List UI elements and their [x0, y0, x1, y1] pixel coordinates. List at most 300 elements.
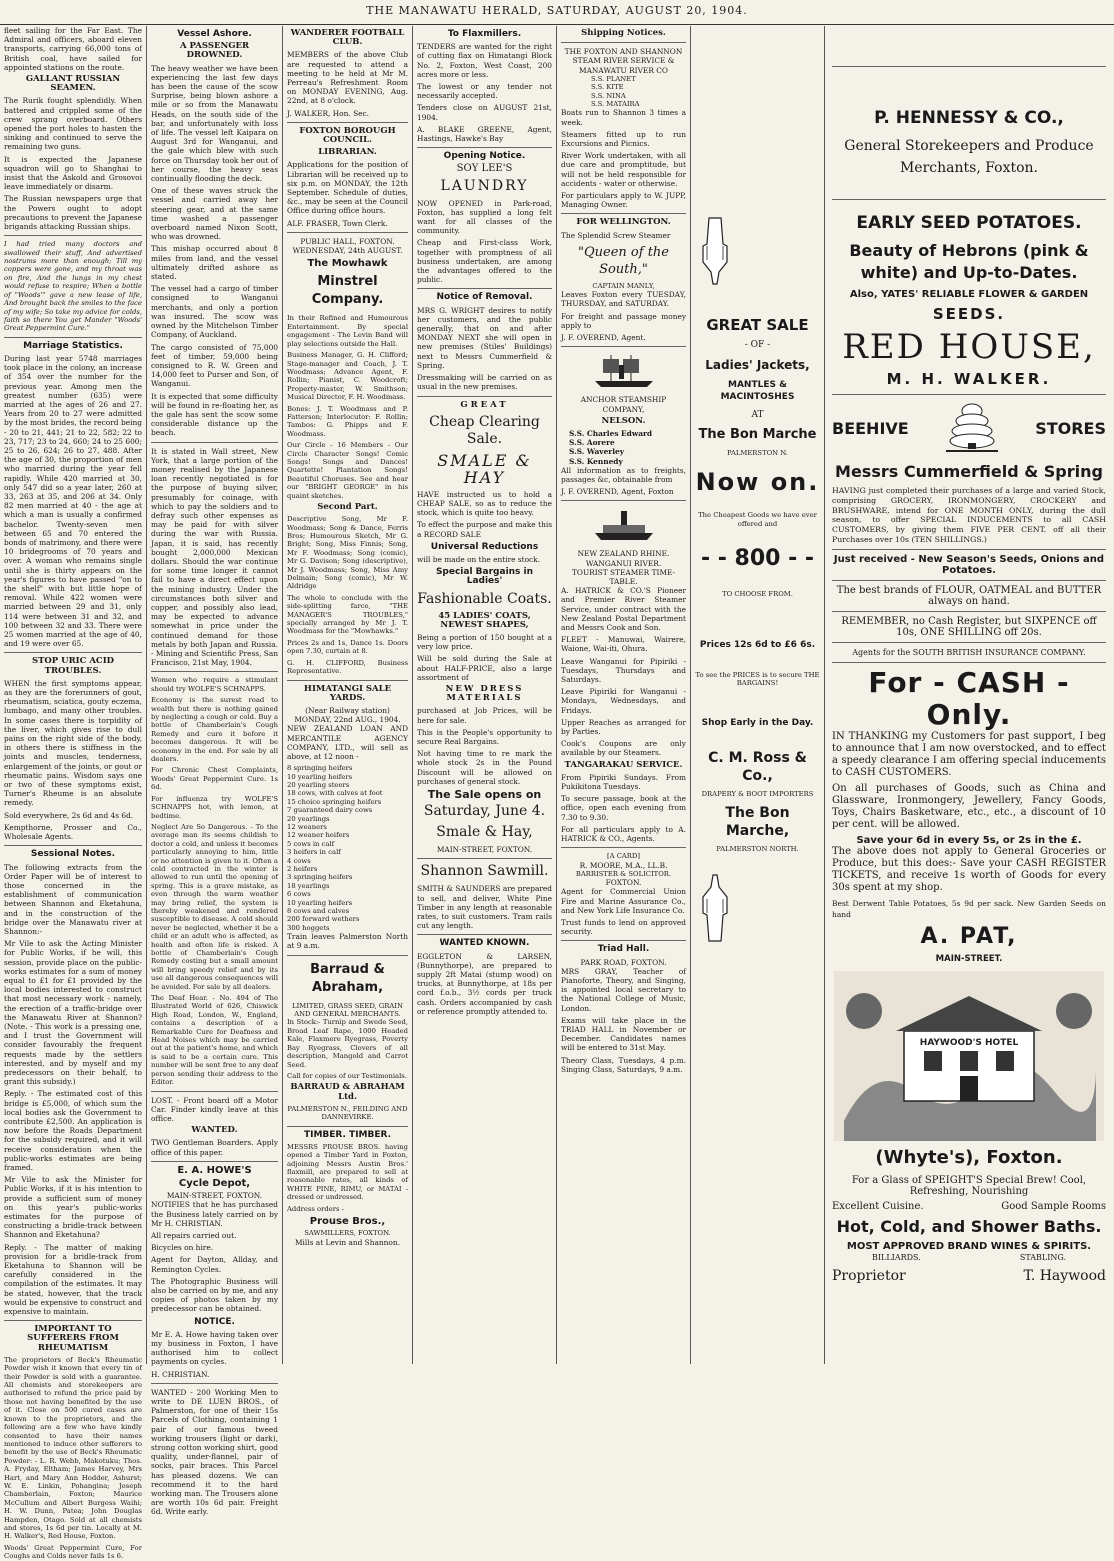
advert-address: PALMERSTON N., FEILDING AND DANNEVIRKE.	[287, 1104, 408, 1122]
paragraph: Our Circle - 16 Members - Our Circle Character Songs! Comic Songs! Songs and Dances! Quartette! Plantation Songs! Beautiful Choruses. See and hear our "BRIGHT GEORGE" in his quaint sketches.	[287, 441, 408, 500]
steamship-icon	[589, 505, 659, 545]
company-name: ANCHOR STEAMSHIP COMPANY,	[580, 395, 667, 414]
paragraph: This mishap occurred about 8 miles from land, and the vessel ultimately drifted ashore as stated.	[151, 244, 278, 282]
advert-text: AT	[751, 410, 764, 420]
subheadline: 45 LADIES' COATS, NEWEST SHAPES,	[438, 610, 531, 630]
advert-address: MAIN-STREET, FOXTON.	[436, 845, 533, 855]
stock-item: 18 cows, with calves at foot	[287, 789, 383, 798]
advert-text: REMEMBER, no Cash Register, but SIXPENCE off 10s, ONE SHILLING off 20s.	[841, 615, 1097, 638]
paragraph: HAVE instructed us to hold a CHEAP SALE, so as to reduce the stock, which is quite too heavy.	[417, 489, 552, 518]
signature: ALF. FRASER, Town Clerk.	[287, 218, 388, 228]
advert-title: The Mowhawk	[307, 258, 388, 270]
divider	[561, 346, 686, 347]
paragraph: Business Manager, G. H. Clifford; Stage-manager and Coach, J. T. Woodmass; Advance Agent, F. Rollin; Pianist, C. Woodcroft; Property-master, W. Smithson; Musical Director, F. H. Woodmass.	[287, 351, 408, 402]
advert-footer: Mills at Levin and Shannon.	[294, 1237, 400, 1247]
paragraph: The heavy weather we have been experiencing the last few days has been the cause of the scow Surprise, being blown ashore a mile or so from the Manawatu Heads, on the south side of the bar, and unfortunately with loss of life. The vessel left Kaipara on August 3rd for Wanganui, and the gale which blew with such force on Thursday took her out of her course, the heavy seas continually flooding the deck.	[151, 63, 278, 184]
paragraph: A. HATRICK & CO.'S Pioneer and Premier River Steamer Service, under contract with the New Zealand Postal Department and Messrs Cook and Son.	[561, 586, 686, 632]
divider	[417, 147, 552, 148]
advert-title: P. HENNESSY & CO.,	[874, 108, 1064, 128]
headline: Vessel Ashore.	[177, 29, 252, 39]
headline: IMPORTANT TO SUFFERERS FROM RHEUMATISM	[27, 1324, 119, 1353]
paragraph: Woods' Great Peppermint Cure, For Coughs and Colds never fails 1s 6.	[4, 1543, 142, 1561]
advert-title: GREAT	[460, 399, 509, 410]
paragraph: Bones: J. T. Woodmass and P. Fatterson; Interlocutor: F. Rollin; Tambos: G. Phipps and F. Woodmass.	[287, 404, 408, 438]
advert-text: Excellent Cuisine.	[832, 1200, 924, 1212]
divider	[561, 847, 686, 848]
divider	[151, 442, 278, 443]
divider	[4, 1320, 142, 1321]
hotel-sign: HAYWOOD'S HOTEL	[919, 1037, 1019, 1048]
signature: A. BLAKE GREENE, Agent, Hastings, Hawke's Bay	[417, 124, 552, 144]
subheadline: NEW DRESS MATERIALS	[445, 683, 524, 704]
program: Descriptive Song, Mr F. Woodmass; Song & Dance, Ferris Bros; Humourous Sketch, Mr G. Bright; Song, Miss Finnis; Song, Mr F. Woodmass; Song (comic), Mr G. Davison; Song (descriptive), Mr J. Woodmass; Song, Miss Amy Delmain; Song (comic), Mr W. Aldridge	[287, 515, 408, 591]
divider	[832, 199, 1106, 200]
headline: GALLANT RUSSIAN SEAMEN.	[25, 74, 121, 94]
paragraph: Mr Vile to ask the Minister for Public Works, if it is his intention to provide a sufficient sum of money on this year's public-works estimates for the purpose of constructing a bridle-track between Shannon and Eketahuna?	[4, 1175, 142, 1240]
divider	[561, 940, 686, 941]
paragraph: HAVING just completed their purchases of a large and varied Stock, comprising GROCERY, IRONMONGERY, CROCKERY and BRUSHWARE, intend for ONE MONTH ONLY, during the dull season, to offer SPECIAL INDUCEMENTS to all CASH CUSTOMERS, by giving them FIVE PER CENT. off all their Purchases over 10s (TEN SHILLINGS.)	[832, 486, 1106, 544]
stock-item: 10 yearling heifers	[287, 772, 353, 781]
paragraph: Leave Wanganui for Pipiriki - Tuesdays, Thursdays and Saturdays.	[561, 656, 686, 684]
divider	[561, 42, 686, 43]
advert-text: The best brands of FLOUR, OATMEAL and BUTTER always on hand.	[836, 584, 1102, 607]
paragraph: The Deaf Hear. - No. 494 of The Illustrated World of 626, Chiswick High Road, London, W., England, contains a description of a Remarkable Cure for Deafness and Head Noises which may be carried out at the patient's home, and which is said to be a certain cure. This number will be sent free to any deaf person sending their address to the Editor.	[151, 994, 278, 1087]
headline: Opening Notice.	[443, 151, 526, 162]
advert-text: Also, YATES' RELIABLE FLOWER & GARDEN	[849, 289, 1089, 300]
stock-item: 15 choice springing heifers	[287, 797, 382, 806]
paragraph: EGGLETON & LARSEN, (Bunnythorpe), are prepared to supply 2ft Matai (stump wood) on trucks, at Bunnythorpe, at 18s per cord f.o.b., 3½ cords per truck cash. Orders accompanied by cash or reference promptly attended to.	[417, 951, 552, 1016]
advert-text: Save your 6d in every 5s, or 2s in the £.	[856, 834, 1082, 846]
paragraph: Tenders close on AUGUST 21st, 1904.	[417, 103, 552, 122]
advert-title: C. M. Ross & Co.,	[708, 750, 807, 785]
headline: WANTED.	[191, 1125, 238, 1136]
advert-title: Minstrel Company.	[311, 274, 384, 308]
beehive-banner	[832, 399, 1106, 457]
divider	[4, 235, 142, 236]
divider	[4, 845, 142, 846]
subheadline: LIBRARIAN.	[318, 147, 377, 158]
advert-title: SMALE & HAY	[437, 450, 532, 487]
paragraph: NEW ZEALAND LOAN AND MERCANTILE AGENCY COMPANY, LTD., will sell as above, at 12 noon -	[287, 724, 408, 761]
advert-title: RED HOUSE,	[842, 327, 1096, 367]
stock-item: 20 yearlings	[287, 814, 330, 823]
paragraph: It is expected the Japanese squadron will go to Shanghai to insist that the Askold and Grosovoi leave immediately or disarm.	[4, 154, 142, 192]
lost-notice: LOST. - Front board off a Motor Car. Finder kindly leave at this office.	[151, 1095, 278, 1123]
signature: H. CHRISTIAN.	[151, 1369, 210, 1379]
paragraph: WHEN the first symptoms appear, as they are the forerunners of gout, rheumatism, sciatica, gouty eczema, lumbago, and many other troubles. In some cases there is torpidity of the liver, which gives rise to dull pains on the right side of the body, in others there is stiffness in the joints and muscles, tenderness, enlargement of the joints, or gout or rheumatic pains. Wisdom says one or two of these symptoms exist, Turner's Rheume is an absolute remedy.	[4, 678, 142, 808]
hotel-illustration	[834, 971, 1104, 1141]
divider	[417, 288, 552, 289]
signature: J. WALKER, Hon. Sec.	[287, 108, 370, 118]
paragraph: Agent for Dayton, Allday, and Remington Cycles.	[151, 1255, 278, 1274]
advert-subtitle: SOY LEE'S	[456, 163, 513, 175]
paragraph: All information as to freights, passages &c, obtainable from	[561, 465, 686, 484]
paragraph: Neglect Are So Dangerous. - To the average man its seems childish to doctor a cold, and unless it becomes particularly annoying to him, little or no attention is given to it. Often a cold contracted in the winter is allowed to run until the opening of spring. This is a grave mistake, as even through the warm weather may bring relief, the system is thereby weakened and rendered susceptible to disease. A cold should never be neglected, whether it be a child or an adult who is affected, as health and often life is risked. A bottle of Chamberlain's Cough Remedy costing but a small amount will bring speedy relief and by its use all dangerous consequences will be avoided. For sale by all dealers.	[151, 822, 278, 991]
advert-text: Shop Early in the Day.	[701, 718, 814, 729]
paragraph: The above does not apply to General Groceries or Produce, but this does:- Save your CASH REGISTER TICKETS, and receive 1s worth of Goods for every 30s spent at my shop.	[832, 845, 1106, 893]
divider	[417, 934, 552, 935]
headline: Universal Reductions	[430, 541, 539, 552]
paragraph: Trust funds to lend on approved security.	[561, 918, 686, 937]
venue: PUBLIC HALL, FOXTON. WEDNESDAY, 24th AUGUST.	[292, 236, 403, 256]
headline: Sessional Notes.	[30, 849, 116, 860]
boat-name: S.S. MATAIRA	[591, 100, 640, 109]
paragraph: Agent for Commercial Union Fire and Marine Assurance Co., and New York Life Insurance Co.	[561, 887, 686, 915]
advert-text: - OF -	[744, 340, 771, 350]
advert-subtitle: DRAPERY & BOOT IMPORTERS	[701, 790, 814, 799]
paragraph: SMITH & SAUNDERS are prepared to sell, and deliver, White Pine Timber in any length at reasonable rates, to suit customers. Tram rails cut any length.	[417, 884, 552, 931]
advert-address: FOXTON.	[605, 878, 642, 888]
paragraph: TWO Gentleman Boarders. Apply office of this paper.	[151, 1138, 278, 1157]
signature: G. H. CLIFFORD, Business Representative.	[287, 658, 408, 676]
headline: WANTED KNOWN.	[439, 938, 530, 949]
stock-item: 18 yearlings	[287, 881, 330, 890]
divider	[151, 1091, 278, 1092]
paragraph: The lowest or any tender not necessarily accepted.	[417, 82, 552, 101]
paragraph: Not having time to re mark the whole stock 2s in the Pound Discount will be allowed on purchases of general stock.	[417, 749, 552, 786]
headline: WANDERER FOOTBALL CLUB.	[290, 28, 405, 48]
subheadline: A PASSENGER DROWNED.	[179, 41, 250, 61]
subheadline: TOURIST STEAMER TIME-TABLE.	[571, 567, 676, 586]
paragraph: This is the People's opportunity to secure Real Bargains.	[417, 727, 552, 746]
paragraph: Exams will take place in the TRIAD HALL in November or December. Candidates names will be entered to 31st May.	[561, 1015, 686, 1053]
advert-text: For a Glass of SPEIGHT'S Special Brew! Cool, Refreshing, Nourishing	[851, 1174, 1087, 1197]
paragraph: For Chronic Chest Complaints, Woods' Great Peppermint Cure. 1s 6d.	[151, 766, 278, 792]
stock-item: 300 hoggets	[287, 923, 330, 932]
beehive-icon	[942, 399, 1002, 457]
pointing-hand-up-icon	[695, 873, 735, 943]
subheadline: NEW ZEALAND RHINE.	[577, 549, 670, 559]
subheadline: NELSON.	[601, 415, 646, 426]
paragraph: Steamers fitted up to run Excursions and Picnics.	[561, 129, 686, 149]
stock-item: 6 cows	[287, 890, 311, 899]
stock-item: 5 cows in calf	[287, 839, 335, 848]
paragraph: Cook's Coupons are only available by our Steamers.	[561, 739, 686, 758]
paragraph: For all particulars apply to A. HATRICK & CO., Agents.	[561, 824, 686, 844]
paragraph: The whole to conclude with the side-splitting farce, "THE MANAGER'S TROUBLES," specially arranged by Mr J. T. Woodmass for the "Mowhawks."	[287, 593, 408, 636]
advert-text: To see the PRICES is to secure THE BARGAINS!	[695, 670, 820, 688]
advert-text: BILLIARDS.	[872, 1252, 921, 1262]
ship-name: S.S. Waverley	[569, 447, 625, 457]
paragraph: fleet sailing for the Far East. The Admiral and officers, aboard eleven transports, carrying 66,000 tons of British coal, have sailed for appointed stations on the route.	[4, 26, 142, 72]
advert-title: Prouse Bros.,	[309, 1216, 386, 1227]
stock-item: 200 forward wethers	[287, 915, 360, 924]
paragraph: Upper Reaches as arranged for by Parties.	[561, 717, 686, 736]
column-2	[147, 26, 282, 1517]
paragraph: IN THANKING my Customers for past support, I beg to announce that I am now overstocked, and to effect a speedy clearance I am offering special inducements to CASH CUSTOMERS.	[832, 730, 1106, 778]
advert-text: MOST APPROVED BRAND WINES & SPIRITS.	[846, 1240, 1092, 1252]
advert-subtitle: BARRISTER & SOLICITOR.	[575, 869, 672, 878]
paragraph: It is stated in Wall street, New York, that a large portion of the money realised by the Japanese loan recently negotiated is for the purpose of buying silver, presumably for coinage, with which to pay the soldiers and to defray such other expenses as may be paid for with silver during the war with Russia. Japan, it is said, has recently bought 2,000,000 Mexican dollars. Should the war continue for some time longer it cannot fail to have a direct effect upon the mining industry. Under the circumstances both silver and copper, and possibly also lead, may be expected to advance somewhat in price under the continued demand for those metals by both Japan and Russia. - Mining and Scientific Press, San Francisco, 21st May, 1904.	[151, 446, 278, 668]
paragraph: MESSRS PROUSE BROS. having opened a Timber Yard in Foxton, adjoining Messrs Austin Bros.' flaxmill, are prepared to sell at reasonable rates, all kinds of WHITE PINE, RIMU, or MATAI - dressed or undressed.	[287, 1142, 408, 1202]
divider	[151, 671, 278, 672]
ship-name: S.S. Kennedy	[569, 456, 623, 466]
advert-title: (Whyte's), Foxton.	[875, 1146, 1063, 1168]
headline: To Flaxmillers.	[447, 29, 522, 39]
advert-text: Agents for the SOUTH BRITISH INSURANCE COMPANY.	[852, 647, 1086, 657]
stock-item: 3 springing heifers	[287, 873, 353, 882]
pointing-hand-down-icon	[695, 216, 735, 286]
column-4	[413, 26, 556, 1364]
ship-name: "Queen of the South,"	[578, 244, 669, 277]
paragraph: MEMBERS of the above Club are requested to attend a meeting to be held at Mr M. Perreau's Refreshment Room on MONDAY EVENING, Aug. 22nd, at 8 o'clock.	[287, 50, 408, 106]
advert-text: Proprietor	[832, 1267, 906, 1284]
advert-title: Cheap Clearing Sale.	[429, 413, 540, 447]
paragraph: For particulars apply to W. JUPP, Managing Owner.	[561, 191, 686, 210]
advert-text: Just received - New Season's Seeds, Onions and Potatoes.	[833, 553, 1105, 576]
boat-name: S.S. NINA	[591, 91, 626, 100]
paragraph: TENDERS are wanted for the right of cutting flax on Himatangi Block No. 2, Foxton, West Coast, 200 acres more or less.	[417, 42, 552, 79]
divider	[417, 396, 552, 397]
paragraph: Leaves Foxton every TUESDAY, THURSDAY, and SATURDAY.	[561, 290, 686, 309]
advert-text: TO CHOOSE FROM.	[722, 590, 793, 599]
divider	[832, 611, 1106, 612]
paragraph: The Rurik fought splendidly. When battered and crippled some of the crew sprang overboard. Others opened the port holes to hasten the sinking and continued to serve the remaining two guns.	[4, 96, 142, 152]
advert-title: Now on.	[695, 468, 820, 497]
advert-address: MAIN-STREET.	[935, 953, 1003, 964]
paragraph: The proprietors of Beck's Rheumatic Powder wish it known that every tin of their Powder is sold with a guarantee. All chemists and storekeepers are authorised to refund the price paid by those not having benefited by the use of it. Close on 500 cured cases are known to the proprietors, and the following are a few who have kindly consented to have their names mentioned to induce other sufferers to benefit by the use of Beck's Rheumatic Powder: - L. R. Webb, Makotuku; Thos. A. Fryday, Eltham; James Harvey, Mrs Hart, and Mary Ann Hodder, Ashurst; W. E. Linkin, Pohangina; Joseph Chamberlain, Foxton; Maurice McCullum and Albert Burgess Waihi; H. W. Dunn, Patea; John Douglas Hampden, Otago. Sold at all chemists and stores, 1s 6d per tin. Locally at M. H. Walker's, Red House, Foxton.	[4, 1355, 142, 1541]
paragraph: The Splendid Screw Steamer	[561, 230, 671, 240]
paragraph: The Photographic Business will also be carried on by me, and any copies of photos taken by my predecessor can be obtained.	[151, 1276, 278, 1314]
column-6	[691, 26, 824, 1364]
stock-item: 20 yearling steers	[287, 780, 350, 789]
poem: I had tried many doctors and swallowed their stuff, And advertised nostrums more than enough; Till my coppers were gone, and my throat was on fire, And the lungs in my chest would refuse to respire; When a bottle of "Woods'" gave a new lease of life, And brought back the smiles to the face of my wife; So take my advice for colds, faith so there You get Mander "Woods' Great Peppermint Cure."	[4, 240, 142, 333]
paragraph: All repairs carried out.	[151, 1230, 237, 1240]
advert-title: R. MOORE, M.A., LL.B.	[579, 860, 668, 870]
advert-subtitle: Beauty of Hebrons (pink & white) and Up-to-Dates.	[849, 241, 1089, 282]
advert-subtitle: SAWMILLERS, FOXTON.	[304, 1229, 391, 1238]
ship-name: S.S. Aorere	[569, 438, 615, 448]
headline: FOXTON BOROUGH COUNCIL.	[299, 125, 396, 146]
advert-text: STABLING.	[1019, 1252, 1066, 1262]
advert-title: The Bon Marche,	[725, 804, 790, 839]
paragraph: For influenza try WOLFE'S SCHNAPPS hot, with lemon, at bedtime.	[151, 794, 278, 820]
advert-title: Ladies' Jackets,	[705, 358, 810, 372]
divider	[287, 955, 408, 956]
advert-text: T. Haywood	[1023, 1267, 1106, 1284]
paragraph: Reply. - The matter of making provision for a bridle-track from Eketahuna to Shannon will be carefully considered in the compilation of the estimates. It may be stated, however, that the track would be expensive to construct and expensive to maintain.	[4, 1242, 142, 1317]
paragraph: Applications for the position of Librarian will be received up to six p.m. on MONDAY, the 12th September. Schedule of duties, &c., may be seen at the Council Office during office hours.	[287, 160, 408, 216]
advert-subtitle: LIMITED, GRASS SEED, GRAIN AND GENERAL MERCHANTS.	[292, 1001, 403, 1019]
paragraph: Bicycles on hire.	[151, 1243, 214, 1253]
divider	[4, 337, 142, 338]
stock-item: 3 heifers in calf	[287, 848, 341, 857]
divider	[561, 500, 686, 501]
advert-address: MAIN-STREET, FOXTON.	[166, 1191, 263, 1201]
paragraph: From Pipiriki Sundays. From Pukikitona Tuesdays.	[561, 772, 686, 791]
advert-title: A. PAT,	[920, 923, 1018, 949]
paragraph: Best Derwent Table Potatoes, 5s 9d per sack. New Garden Seeds on hand	[832, 898, 1106, 919]
advert-title: The Bon Marche	[698, 427, 817, 442]
paragraph: WANTED - 200 Working Men to write to DE LUEN BROS., of Palmerston, for one of their 15s Parcels of Clothing, containing 1 pair of our famous tweed working trousers (light or dark), strong cotton working shirt, good quality, under-flannel, pair of socks, pair braces. This Parcel has pleased dozens. We can recommend it to the hard working man. The Trousers alone are worth 10s 6d pair. Freight 6d. Write early.	[151, 1387, 278, 1517]
subheadline: TANGARAKAU SERVICE.	[564, 759, 683, 770]
headline: Shipping Notices.	[581, 28, 666, 38]
date: MONDAY, 22nd AUG., 1904.	[294, 715, 401, 725]
divider	[287, 1126, 408, 1127]
divider	[832, 66, 1106, 67]
paragraph: Leave Pipiriki for Wanganui - Mondays, Wednesdays, and Fridays.	[561, 687, 686, 715]
advert-title: Hot, Cold, and Shower Baths.	[836, 1216, 1102, 1236]
paragraph: The following extracts from the Order Paper will be of interest to those concerned in the establishment of communication between Shannon and Eketahuna, and in the construction of the bridge over the Manawatu river at Shannon:-	[4, 862, 142, 936]
boats-list	[561, 75, 686, 109]
boat-name: S.S. KITE	[591, 83, 624, 92]
boat-name: S.S. PLANET	[591, 74, 636, 83]
stock-item: 12 weaners	[287, 822, 327, 831]
advert-title: Smale & Hay,	[436, 824, 533, 841]
advert-subtitle: Cycle Depot,	[178, 1177, 251, 1189]
paragraph: In Stock:- Turnip and Swede Seed, Broad Leaf Rape, 1000 Headed Kale, Flaxmere Ryegrass, Poverty Bay Ryegrass, Clovers of all description, Mangold and Carrot Seed.	[287, 1018, 408, 1069]
paragraph: One of these waves struck the vessel and carried away her steering gear, and at the same time washed a passenger overboard named Nixon Scott, who was drowned.	[151, 186, 278, 242]
divider	[832, 662, 1106, 663]
stock-list	[287, 764, 408, 932]
column-3	[283, 26, 412, 1364]
headline: STOP URIC ACID TROUBLES.	[31, 656, 115, 676]
headline: Special Bargains in Ladies'	[435, 567, 534, 587]
column-1	[0, 26, 146, 1561]
stock-item: 2 heifers	[287, 865, 318, 874]
advert-title: Barraud & Abraham,	[310, 961, 385, 995]
paragraph: NOW OPENED in Park-road, Foxton, has supplied a long felt want for all classes of the community.	[417, 198, 552, 236]
paragraph: will be made on the entire stock.	[417, 554, 541, 564]
divider	[832, 580, 1106, 581]
divider	[832, 549, 1106, 550]
paragraph: purchased at Job Prices, will be here for sale.	[417, 706, 552, 725]
advert-title: - - 800 - -	[700, 546, 815, 572]
advert-address: PALMERSTON N.	[727, 449, 788, 457]
advert-title: The Sale opens on	[427, 787, 542, 801]
subheadline: Second Part.	[317, 502, 378, 512]
advert-title: SEEDS.	[932, 305, 1006, 323]
ship-name: S.S. Charles Edward	[569, 428, 653, 438]
divider	[561, 213, 686, 214]
paragraph: Cheap and First-class Work, together with promptness of all business undertaken, are among the advantages offered to the public.	[417, 238, 552, 285]
paragraph: Will be sold during the Sale at about HALF-PRICE, also a large assortment of	[417, 654, 552, 682]
paragraph: MRS G. WRIGHT desires to notify her customers, and the public generally, that on and after MONDAY NEXT she will open in new premises (Stiles' Buildings) next to Messrs Cummerfield & Spring.	[417, 305, 552, 370]
headline: NOTICE.	[194, 1316, 235, 1327]
divider	[287, 680, 408, 681]
advert-address: PALMERSTON NORTH.	[716, 844, 799, 853]
paragraph: It is expected that some difficulty will be found in re-floating her, as the gale has sent the scow some considerable distance up the beach.	[151, 391, 278, 438]
column-7	[824, 26, 1114, 1364]
advert-text: Good Sample Rooms	[1001, 1200, 1106, 1212]
paragraph: The vessel had a cargo of timber consigned to Wanganui merchants, and only a portion was insured. The scow was owned by the Mitchelson Timber Company, of Auckland.	[151, 284, 278, 340]
paragraph: FLEET - Manuwai, Wairere, Waione, Wai-iti, Ohura.	[561, 635, 686, 654]
paragraph: During last year 5748 marriages took place in the colony, an increase of 354 over the number for the previous year. Among men the greatest number (635) were married at the ages of 26 and 27. Years from 20 to 27 were admitted by the most brides, the record being - 20 to 21, 441; 21 to 22, 582; 22 to 23, 717; 23 to 24, 660; 24 to 25 600; 25 to 26, 624; 26 to 27, 488. After the age of 30, the proportion of men who married during the year fell rapidly. While 420 married at 30, only 547 did so a year later, 260 at 33, 263 at 35, and 206 at 34. Only 82 men married at 40 - the age at which a man is usually a confirmed bachelor. Twenty-seven men between 65 and 70 entered the bonds of matrimony, and there were 10 bridegrooms of 70 years and over. A woman who remains single until she is thirty appears on the year's figures to have passed "on to the shelf" with but little hope of removal. While 422 women were married between 29 and 31, only 114 were between 31 and 32, and 100 between 32 and 33. There were 25 women married at the age of 40, and 19 were over 65.	[4, 353, 142, 649]
headline: TIMBER. TIMBER.	[303, 1129, 392, 1140]
advert-text: Prices 12s 6d to £6 6s.	[699, 639, 816, 650]
divider	[151, 1161, 278, 1162]
advert-text: The Cheapest Goods we have ever offered and	[698, 511, 817, 528]
paragraph: Economy is the surest road to wealth but there is nothing gained by neglecting a cough or cold. Buy a bottle of Chamberlain's Cough Remedy and cure it before it becomes dangerous. It will be economy in the end. For sale by all dealers.	[151, 696, 278, 764]
paragraph: Theory Class, Tuesdays, 4 p.m. Singing Class, Saturdays, 9 a.m.	[561, 1055, 686, 1074]
advert-line	[832, 1252, 1106, 1263]
divider	[151, 1383, 278, 1384]
stock-item: 8 springing heifers	[287, 764, 353, 773]
paragraph: Mr Vile to ask the Acting Minister for Public Works, if he will, this session, provide place on the public-works estimates for a sum of money equal to £1 for £1 provided by the local bodies interested to construct that most necessary work - namely, the erection of a traffic-bridge over the Manawatu River at Shannon? (Note. - This work is a pressing one, and I trust the Government will consider favourably the frequent requests made by the settlers interested, and by myself and my predecessors on their behalf, to grant this subsidy.)	[4, 939, 142, 1087]
column-5	[557, 26, 690, 1364]
paragraph: Prices 2s and 1s, Dance 1s. Doors open 7.30, curtain at 8.	[287, 638, 408, 656]
paragraph: River Work undertaken, with all due care and promptitude, but will not be held responsible for accidents - water or otherwise.	[561, 151, 686, 188]
headline: Triad Hall.	[597, 944, 650, 955]
headline: HIMATANGI SALE YARDS.	[303, 683, 392, 703]
stock-item: 10 yearling heifers	[287, 898, 353, 907]
paragraph: Call for copies of our Testimonials.	[287, 1071, 407, 1080]
advert-title: Fashionable Coats.	[417, 590, 552, 607]
paragraph: Reply. - The estimated cost of this bridge is £5,000, of which sum the local bodies ask the Government to contribute £2,500. An application is now before the Roads Department for the subsidy required, and it will receive consideration when the public-works estimates are being framed.	[4, 1089, 142, 1172]
stock-item: 12 weaner heifers	[287, 831, 350, 840]
stock-item: 7 guaranteed dairy cows	[287, 806, 373, 815]
paragraph: In their Refined and Humourous Entertainment. By special engagement - The Levin Band will play selections outside the Hall.	[287, 314, 408, 348]
advert-subtitle: MANTLES & MACINTOSHES	[720, 380, 795, 402]
captain: CAPTAIN MANLY,	[592, 281, 655, 290]
divider	[417, 858, 552, 859]
signature: J. F. OVEREND, Agent.	[561, 333, 646, 343]
paragraph: To secure passage, book at the office, open each evening from 7.30 to 9.30.	[561, 794, 686, 822]
paragraph: For freight and passage money apply to	[561, 311, 686, 330]
advert-subtitle: General Storekeepers and Produce Merchants, Foxton.	[844, 138, 1094, 176]
divider	[287, 232, 408, 233]
paragraph: Address orders -	[287, 1204, 344, 1213]
steamship-icon	[589, 351, 659, 391]
advert-title: For - CASH - Only.	[868, 665, 1070, 731]
paragraph: The cargo consisted of 75,000 feet of timber, 59,000 being consigned to R. W. Green and 14,000 feet to Purser and Son, of Wanganui.	[151, 342, 278, 389]
paragraph: Kempthorne, Prosser and Co., Wholesale Agents.	[4, 822, 142, 842]
paragraph: MRS GRAY, Teacher of Pianoforte, Theory, and Singing, is appointed local secretary to the National College of Music, London.	[561, 966, 686, 1013]
advert-title: BEEHIVE	[832, 418, 909, 438]
paragraph: Being a portion of 150 bought at a very low price.	[417, 632, 552, 652]
stock-item: 8 cows and calves	[287, 907, 350, 916]
divider	[4, 652, 142, 653]
headline: Marriage Statistics.	[23, 340, 123, 351]
advert-title: EARLY SEED POTATOES.	[856, 213, 1082, 233]
advert-address: PARK ROAD, FOXTON.	[580, 957, 667, 967]
paragraph: The Russian newspapers urge that the Powers ought to adopt precautions to prevent the Japanese brigands attacking Russian ships.	[4, 194, 142, 232]
advert-title: LAUNDRY	[440, 177, 529, 194]
headline: FOR WELLINGTON.	[576, 217, 671, 228]
signature: J. F. OVEREND, Agent, Foxton	[561, 487, 674, 497]
newspaper-header: THE MANAWATU HERALD, SATURDAY, AUGUST 20, 1904.	[0, 0, 1114, 25]
advert-title: E. A. HOWE'S	[177, 1164, 252, 1176]
company-name: THE FOXTON AND SHANNON STEAM RIVER SERVICE & MANAWATU RIVER CO	[564, 47, 683, 75]
divider	[832, 642, 1106, 643]
subheadline: (Near Railway station)	[305, 705, 390, 715]
subheadline: WANGANUI RIVER.	[585, 558, 662, 568]
divider	[832, 394, 1106, 395]
advert-title: STORES	[1035, 418, 1106, 438]
paragraph: Train leaves Palmerston North at 9 a.m.	[287, 932, 408, 951]
paragraph: NOTIFIES that he has purchased the Business lately carried on by Mr H. CHRISTIAN.	[151, 1200, 278, 1228]
card-label: [A CARD]	[606, 852, 641, 861]
paragraph: Women who require a stimulant should try WOLFE'S SCHNAPPS.	[151, 676, 278, 693]
headline: Notice of Removal.	[436, 292, 533, 303]
paragraph: On all purchases of Goods, such as China and Glassware, Ironmongery, Jewellery, Fancy Goods, Toys, Chairs Basketware, etc., etc., a discount of 10 per cent. will be allowed.	[832, 782, 1106, 830]
paragraph: Dressmaking will be carried on as usual in the new premises.	[417, 373, 552, 392]
stock-item: 4 cows	[287, 856, 311, 865]
advert-title: GREAT SALE	[706, 316, 809, 334]
advert-line	[832, 1201, 1106, 1212]
paragraph: To effect the purpose and make this a RECORD SALE	[417, 520, 552, 539]
advert-title: Saturday, June 4.	[423, 803, 546, 820]
advert-subtitle: M. H. WALKER.	[886, 370, 1052, 388]
divider	[287, 122, 408, 123]
advert-title: Shannon Sawmill.	[420, 863, 549, 880]
advert-title: BARRAUD & ABRAHAM Ltd.	[290, 1082, 405, 1102]
ships-list	[561, 429, 686, 466]
advert-title: Messrs Cummerfield & Spring	[835, 462, 1103, 481]
advert-line	[832, 1267, 1106, 1284]
paragraph: Mr E. A. Howe having taken over my business in Foxton, I have authorised him to collect payments on cycles.	[151, 1329, 278, 1367]
paragraph: Boats run to Shannon 3 times a week.	[561, 108, 686, 127]
